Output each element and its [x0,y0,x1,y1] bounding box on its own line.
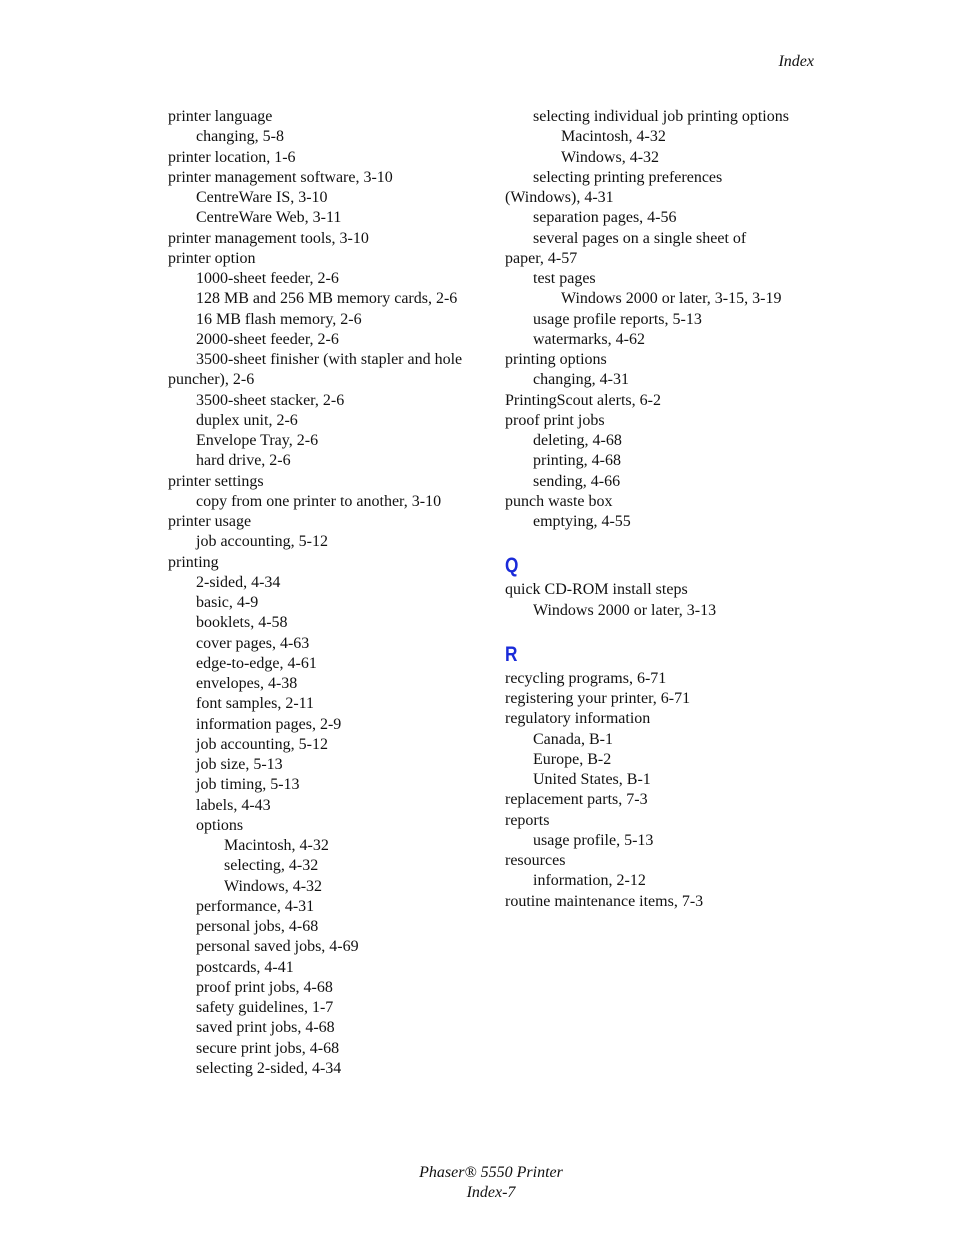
index-subentry: 128 MB and 256 MB memory cards, 2-6 [196,290,458,308]
index-subentry: safety guidelines, 1-7 [196,999,334,1016]
index-subentry: usage profile reports, 5-13 [533,310,702,328]
index-subentry: job timing, 5-13 [196,776,300,794]
index-subentry: 16 MB flash memory, 2-6 [196,310,362,328]
index-subentry: sending, 4-66 [533,472,621,490]
index-subentry: Windows 2000 or later, 3-13 [533,601,717,619]
index-entry: routine maintenance items, 7-3 [505,892,704,910]
index-subentry: watermarks, 4-62 [533,330,645,348]
index-subentry: duplex unit, 2-6 [196,411,298,429]
index-entry: reports [505,811,550,829]
index-subentry: basic, 4-9 [196,594,259,611]
index-subentry: emptying, 4-55 [533,513,631,530]
index-entry: printer management software, 3-10 [168,168,393,186]
index-subentry: changing, 5-8 [196,128,284,146]
index-subentry: printing, 4-68 [533,452,621,470]
index-subentry: CentreWare Web, 3-11 [196,209,342,227]
index-entry: printer language [168,108,273,125]
index-subentry: information, 2-12 [533,872,646,890]
index-subentry: Windows, 4-32 [224,877,323,895]
index-subentry: Envelope Tray, 2-6 [196,432,319,449]
running-head: Index [778,53,814,70]
index-subentry: Macintosh, 4-32 [224,837,329,854]
index-subentry: Windows, 4-32 [561,148,660,166]
index-subentry: selecting, 4-32 [224,857,319,875]
index-subentry: proof print jobs, 4-68 [196,978,333,996]
index-entry: PrintingScout alerts, 6-2 [505,391,661,409]
index-subentry: personal jobs, 4-68 [196,918,319,935]
index-subentry: font samples, 2-11 [196,695,315,713]
index-entry: printing [168,553,219,571]
index-subentry: job accounting, 5-12 [196,735,328,753]
index-subentry: changing, 4-31 [533,371,629,389]
index-subentry: booklets, 4-58 [196,614,288,632]
index-subentry: test pages [533,270,596,287]
index-subentry: Windows 2000 or later, 3-15, 3-19 [561,290,782,308]
footer-product: Phaser® 5550 Printer [419,1164,563,1181]
index-subentry: 3500-sheet finisher (with stapler and hole [196,351,463,368]
index-subentry: secure print jobs, 4-68 [196,1039,340,1057]
section-letter-q: Q [505,554,519,578]
index-subentry: personal saved jobs, 4-69 [196,938,359,956]
index-subentry: deleting, 4-68 [533,432,622,449]
index-subentry: paper, 4-57 [505,249,578,267]
index-subentry: Europe, B-2 [533,750,612,768]
index-entry: printing options [505,351,607,368]
index-subentry: options [196,816,244,834]
index-subentry: separation pages, 4-56 [533,209,677,227]
index-subentry: 1000-sheet feeder, 2-6 [196,270,339,287]
index-subentry: 2000-sheet feeder, 2-6 [196,330,339,348]
index-subentry: job size, 5-13 [196,756,283,773]
index-subentry: Canada, B-1 [533,730,613,748]
index-subentry: labels, 4-43 [196,796,271,814]
index-subentry: job accounting, 5-12 [196,533,328,551]
index-subentry: hard drive, 2-6 [196,452,291,470]
index-subentry: selecting individual job printing options [533,108,789,125]
index-subentry: performance, 4-31 [196,897,315,915]
index-subentry: United States, B-1 [533,771,651,788]
index-column-left [168,107,488,1079]
footer-page-number: Index-7 [466,1184,516,1201]
index-entry: printer management tools, 3-10 [168,229,369,247]
index-entry: quick CD-ROM install steps [505,581,688,599]
index-subentry: information pages, 2-9 [196,715,342,733]
index-column-right [505,107,825,912]
index-entry: proof print jobs [505,411,605,429]
index-subentry: postcards, 4-41 [196,958,294,976]
index-entry: recycling programs, 6-71 [505,669,667,687]
index-entry: resources [505,852,566,869]
section-letter-r: R [505,642,518,666]
page-footer [0,1163,954,1203]
index-subentry: selecting 2-sided, 4-34 [196,1059,342,1077]
index-subentry: 3500-sheet stacker, 2-6 [196,391,345,409]
index-subentry: cover pages, 4-63 [196,634,310,652]
index-subentry: 2-sided, 4-34 [196,573,281,591]
index-entry: regulatory information [505,710,651,728]
index-subentry: CentreWare IS, 3-10 [196,189,328,206]
index-entry: printer settings [168,472,264,490]
index-subentry: puncher), 2-6 [168,371,255,389]
index-subentry: edge-to-edge, 4-61 [196,654,317,672]
index-entry: printer usage [168,513,252,530]
index-entry: printer option [168,249,256,267]
index-entry: punch waste box [505,492,613,510]
index-subentry: selecting printing preferences [533,168,723,186]
index-subentry: usage profile, 5-13 [533,831,654,849]
index-subentry: saved print jobs, 4-68 [196,1019,335,1037]
index-entry: replacement parts, 7-3 [505,791,648,809]
index-entry: printer location, 1-6 [168,148,296,166]
index-subentry: several pages on a single sheet of [533,229,747,247]
index-subentry: (Windows), 4-31 [505,189,614,206]
index-subentry: envelopes, 4-38 [196,675,298,692]
index-subentry: copy from one printer to another, 3-10 [196,492,442,510]
index-entry: registering your printer, 6-71 [505,690,691,707]
index-subentry: Macintosh, 4-32 [561,128,666,146]
